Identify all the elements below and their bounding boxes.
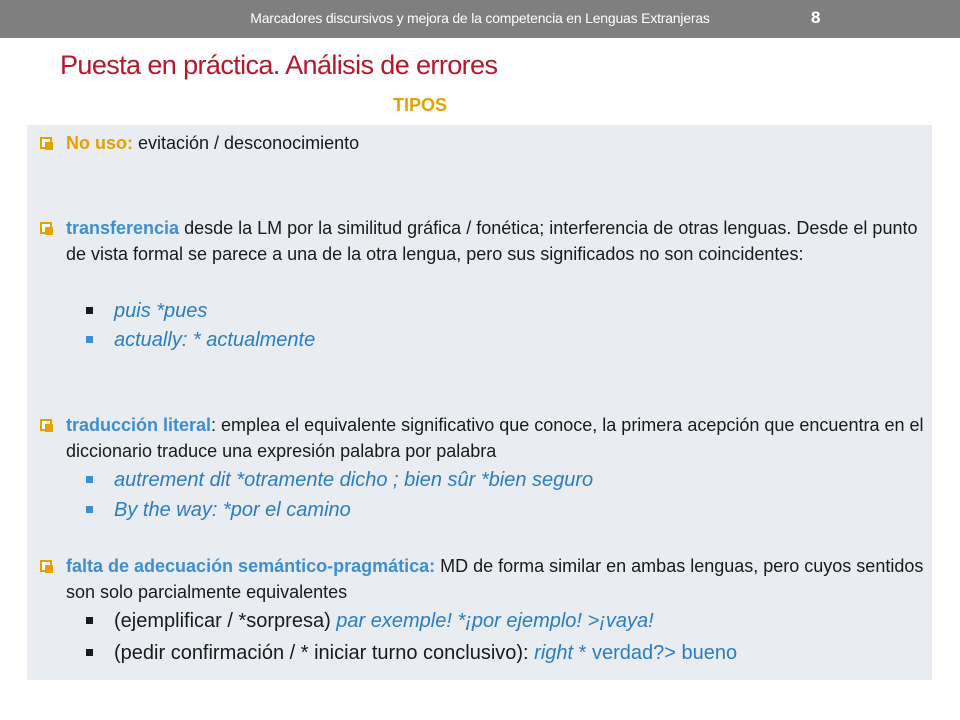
checkbox-bullet-icon xyxy=(40,222,52,234)
checkbox-bullet-icon xyxy=(40,419,52,431)
square-bullet-icon xyxy=(86,506,93,513)
square-bullet-icon xyxy=(86,336,93,343)
example-text xyxy=(114,607,654,635)
item-body: MD de forma similar en ambas lenguas, pero cuyos sentidos son solo parcialmente equivalentes xyxy=(66,556,924,602)
example-prefix: (pedir confirmación / * iniciar turno conclusivo): xyxy=(114,642,535,664)
header-bar xyxy=(0,0,960,38)
example-value: right xyxy=(534,642,574,664)
header-subtitle: Marcadores discursivos y mejora de la competencia en Lenguas Extranjeras xyxy=(250,10,710,26)
square-bullet-icon xyxy=(86,307,93,314)
item-keyword: No uso: xyxy=(66,133,133,153)
example-prefix: (ejemplificar / *sorpresa) xyxy=(114,610,337,632)
checkbox-bullet-icon xyxy=(40,137,52,149)
square-bullet-icon xyxy=(86,617,93,624)
item-keyword: transferencia xyxy=(66,218,180,238)
example-value: * verdad?> bueno xyxy=(573,642,738,664)
example-text: autrement dit *otramente dicho ; bien sûr *bien seguro xyxy=(114,469,594,491)
item-text xyxy=(66,412,926,464)
item-text xyxy=(66,215,926,267)
square-bullet-icon xyxy=(86,649,93,656)
item-text xyxy=(66,553,926,605)
example-value: par exemple! *¡por ejemplo! >¡vaya! xyxy=(336,610,654,632)
item-body: : emplea el equivalente significativo que conoce, la primera acepción que encuentra en el diccionario traduce una expresión palabra por palabra xyxy=(66,415,924,461)
item-text xyxy=(66,130,926,156)
item-body: desde la LM por la similitud gráfica / fonética; interferencia de otras lenguas. Desde el punto de vista formal se parece a una de la otra lengua, pero sus significados no son coincidentes: xyxy=(66,218,918,264)
slide-title: Puesta en práctica. Análisis de errores xyxy=(60,50,498,80)
checkbox-bullet-icon xyxy=(40,560,52,572)
item-body: evitación / desconocimiento xyxy=(133,133,360,153)
example-text: puis *pues xyxy=(114,300,208,322)
square-bullet-icon xyxy=(86,476,93,483)
example-text xyxy=(114,639,737,667)
example-text: By the way: *por el camino xyxy=(114,499,351,521)
page-number: 8 xyxy=(811,8,821,27)
item-keyword: falta de adecuación semántico-pragmática: xyxy=(66,556,436,576)
item-keyword: traducción literal xyxy=(66,415,212,435)
section-heading: TIPOS xyxy=(392,95,447,115)
example-text: actually: * actualmente xyxy=(114,329,316,351)
